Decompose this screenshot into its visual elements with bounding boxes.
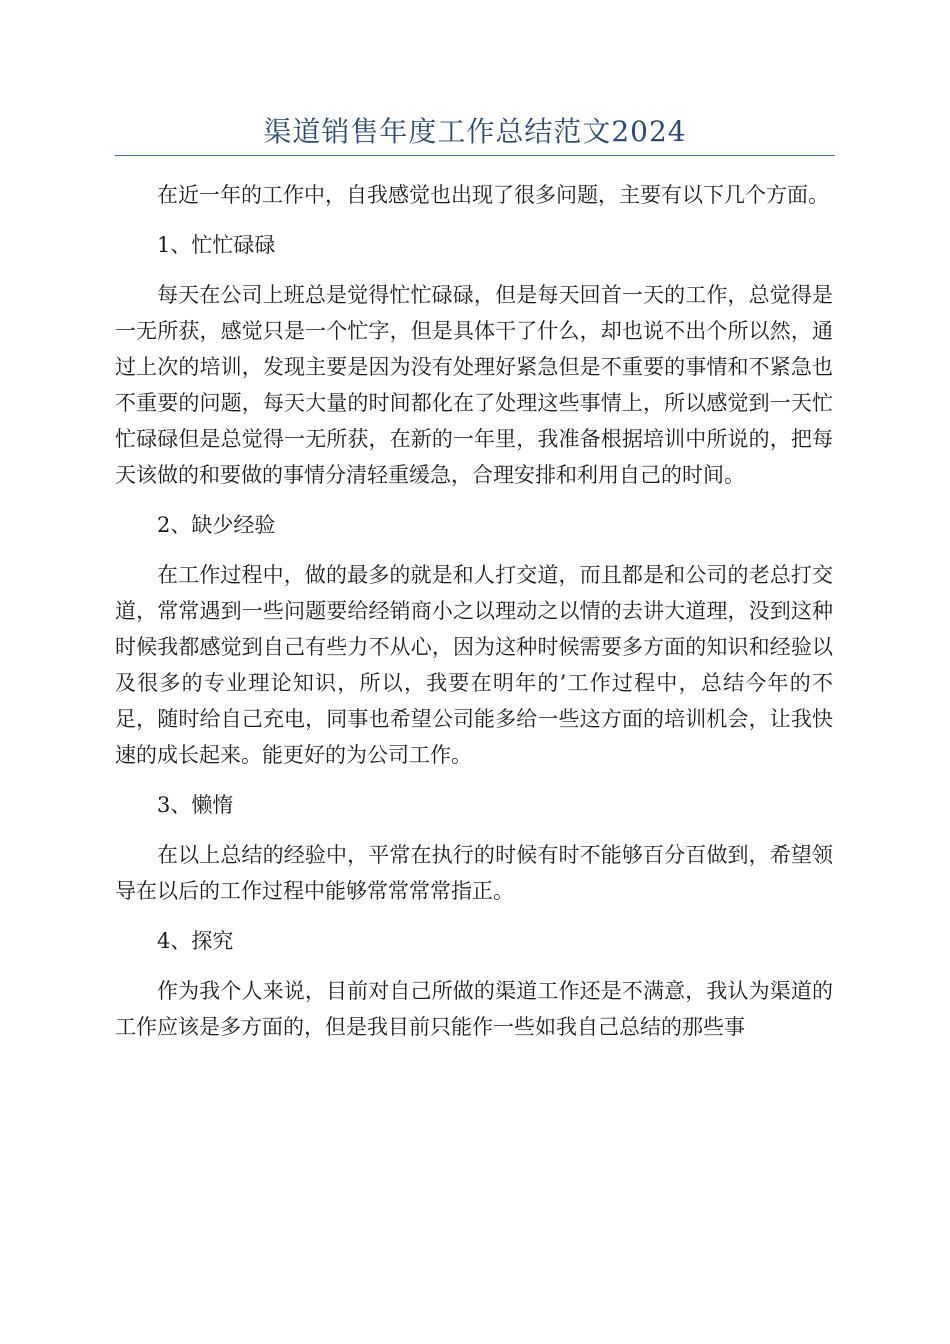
section-heading-1: 1、忙忙碌碌 xyxy=(157,233,276,257)
document-title: 渠道销售年度工作总结范文2024 xyxy=(263,115,687,148)
section-paragraph-2: 在工作过程中，做的最多的就是和人打交道，而且都是和公司的老总打交道，常常遇到一些问题要给经销商小之以理动之以情的去讲大道理，没到这种时候我都感觉到自己有些力不从心，因为这种时候需要多方面的知识和经验以及很多的专业理论知识，所以，我要在明年的’工作过程中，总结今年的不足，随时给自己充电，同事也希望公司能多给一些这方面的培训机会，让我快速的成长起来。能更好的为公司工作。 xyxy=(115,563,833,767)
section-heading-2: 2、缺少经验 xyxy=(157,513,276,537)
section-paragraph-1: 每天在公司上班总是觉得忙忙碌碌，但是每天回首一天的工作，总觉得是一无所获，感觉只是一个忙字，但是具体干了什么，却也说不出个所以然，通过上次的培训，发现主要是因为没有处理好紧急但是不重要的事情和不紧急也不重要的问题，每天大量的时间都化在了处理这些事情上，所以感觉到一天忙忙碌碌但是总觉得一无所获，在新的一年里，我准备根据培训中所说的，把每天该做的和要做的事情分清轻重缓急，合理安排和利用自己的时间。 xyxy=(115,283,833,487)
section-heading-3: 3、懒惰 xyxy=(157,793,234,817)
section-heading-4: 4、探究 xyxy=(157,929,234,953)
intro-paragraph: 在近一年的工作中，自我感觉也出现了很多问题，主要有以下几个方面。 xyxy=(157,183,829,207)
title-underline xyxy=(115,155,835,156)
document-body xyxy=(115,177,833,1059)
section-paragraph-4: 作为我个人来说，目前对自己所做的渠道工作还是不满意，我认为渠道的工作应该是多方面的，但是我目前只能作一些如我自己总结的那些事 xyxy=(115,979,833,1039)
section-paragraph-3: 在以上总结的经验中，平常在执行的时候有时不能够百分百做到，希望领导在以后的工作过程中能够常常常常指正。 xyxy=(115,843,833,903)
